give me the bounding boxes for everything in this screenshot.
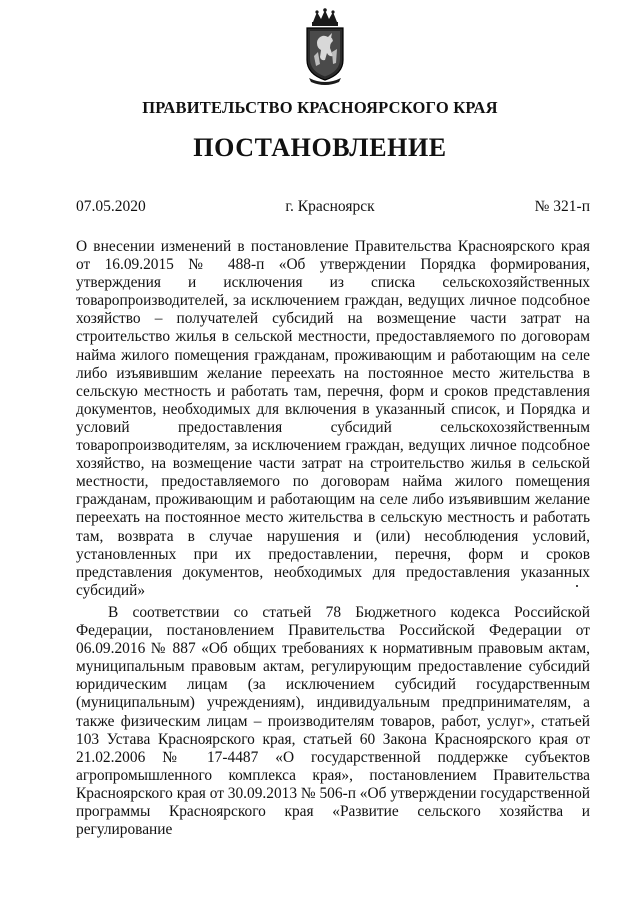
document-number: № 321-п: [534, 198, 590, 215]
government-name: ПРАВИТЕЛЬСТВО КРАСНОЯРСКОГО КРАЯ: [142, 98, 498, 117]
document-body-paragraph: В соответствии со статьей 78 Бюджетного кодекса Российской Федерации, постановлением Правительства Российской Федерации от 06.09.2016 № 887 «Об общих требованиях к нормативным правовым актам, муниципальным правовым актам, регулирующим предоставление субсидий юридическим лицам (за исключением субсидий государственным (муниципальным) учреждениям), индивидуальным предпринимателям, а также физическим лицам – производителям товаров, работ, услуг», статьей 103 Устава Красноярского края, статьей 60 Закона Красноярского края от 21.02.2006 № 17-4487 «О государственной поддержке субъектов агропромышленного комплекса края», постановлением Правительства Красноярского края от 30.09.2013 № 506-п «Об утверждении государственной программы Красноярского края «Развитие сельского хозяйства и регулирование: [76, 604, 590, 839]
document-date: 07.05.2020: [76, 198, 146, 215]
document-city: г. Красноярск: [285, 198, 375, 215]
scan-speck: [576, 585, 578, 587]
document-subject: О внесении изменений в постановление Правительства Красноярского края от 16.09.2015 № 488-п «Об утверждении Порядка формирования, утверждения и исключения из списка сельскохозяйственных товаропроизводителей, за исключением граждан, ведущих личное подсобное хозяйство – получателей субсидий на возмещение части затрат на строительство жилья в сельской местности, предоставляемого по договорам найма жилого помещения гражданам, проживающим и работающим на селе либо изъявившим желание переехать на постоянное место жительства в сельскую местность и работать там, перечня, форм и сроков представления документов, необходимых для включения в указанный список, и Порядка и условий предоставления субсидий сельскохозяйственным товаропроизводителям, за исключением граждан, ведущих личное подсобное хозяйство, на возмещение части затрат на строительство жилья в сельской местности, предоставляемого по договорам найма жилого помещения гражданам, проживающим и работающим на селе либо изъявившим желание переехать на постоянное место жительства в сельскую местность и работать там, возврата в случае нарушения и (или) несоблюдения условий, установленных при их предоставлении, перечня, форм и сроков представления документов, необходимых для предоставления указанных субсидий»: [76, 238, 590, 599]
coat-of-arms-icon: [299, 8, 351, 86]
document-title: ПОСТАНОВЛЕНИЕ: [193, 133, 447, 162]
